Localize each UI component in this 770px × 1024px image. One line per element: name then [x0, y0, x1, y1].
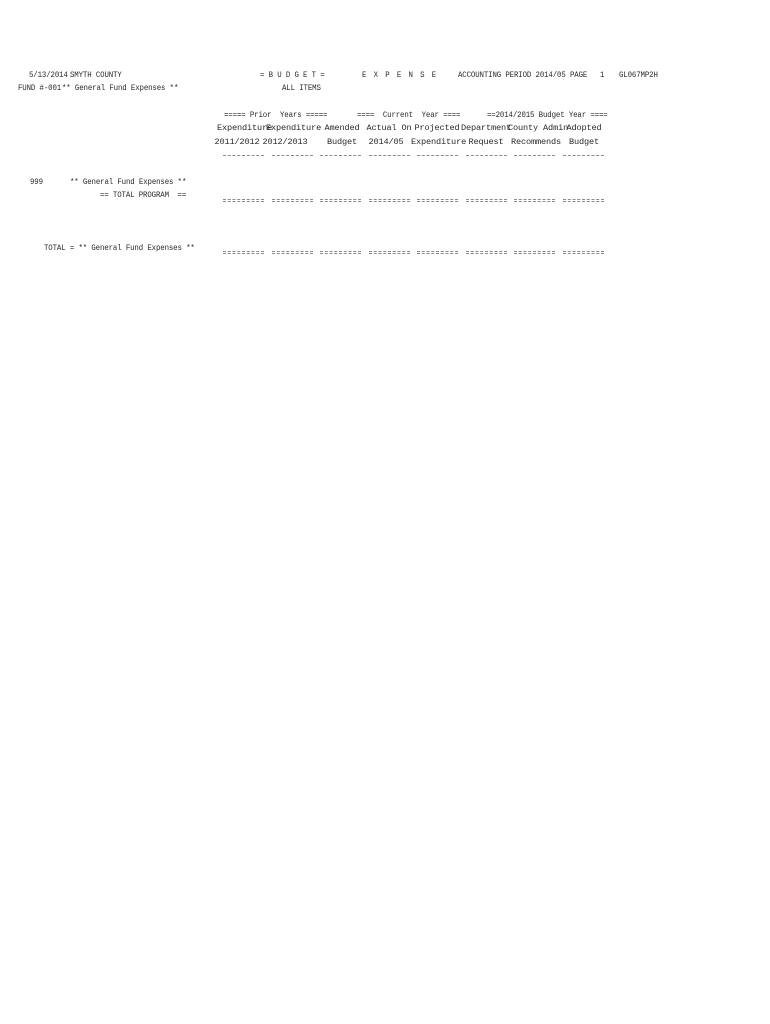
col-3-sublabel: Budget — [326, 137, 358, 147]
budget-year-group: ==2014/2015 Budget Year ==== — [487, 110, 608, 120]
col-7-sublabel: Recommends — [510, 137, 562, 147]
report-code: GL067MP2H — [619, 70, 658, 80]
program-code: 999 — [30, 177, 43, 187]
total-program-label: == TOTAL PROGRAM == — [100, 190, 187, 200]
grand-total-rule — [417, 251, 458, 254]
page-label: PAGE — [570, 70, 588, 80]
grand-total-rule — [272, 251, 313, 254]
header-rule — [466, 155, 507, 156]
county-name: SMYTH COUNTY — [70, 70, 122, 80]
col-4-sublabel: 2014/05 — [368, 137, 404, 147]
current-year-group: ==== Current Year ==== — [357, 110, 461, 120]
col-4-label: Actual On — [366, 123, 412, 133]
header-rule — [563, 155, 604, 156]
grand-total-rule — [514, 251, 555, 254]
total-program-rule — [466, 199, 507, 202]
total-program-rule — [563, 199, 604, 202]
total-program-rule — [369, 199, 410, 202]
col-2-label: Expenditure — [266, 123, 322, 133]
header-rule — [272, 155, 313, 156]
col-2-sublabel: 2012/2013 — [262, 137, 308, 147]
fund-name: ** General Fund Expenses ** — [62, 83, 179, 93]
header-rule — [320, 155, 361, 156]
prior-years-group: ===== Prior Years ===== — [224, 110, 328, 120]
program-name: ** General Fund Expenses ** — [70, 177, 187, 187]
expense-heading: E X P E N S E — [362, 70, 438, 80]
col-8-sublabel: Budget — [568, 137, 600, 147]
header-rule — [417, 155, 458, 156]
grand-total-rule — [369, 251, 410, 254]
total-program-rule — [417, 199, 458, 202]
report-date: 5/13/2014 — [29, 70, 68, 80]
col-1-sublabel: 2011/2012 — [214, 137, 260, 147]
grand-total-rule — [320, 251, 361, 254]
col-3-label: Amended — [324, 123, 360, 133]
header-rule — [369, 155, 410, 156]
grand-total-rule — [223, 251, 264, 254]
col-5-sublabel: Expenditure — [411, 137, 467, 147]
col-1-label: Expenditure — [217, 123, 273, 133]
budget-heading: = B U D G E T = — [260, 70, 325, 80]
total-program-rule — [514, 199, 555, 202]
grand-total-rule — [563, 251, 604, 254]
col-7-label: County Admin — [508, 123, 569, 133]
accounting-period: ACCOUNTING PERIOD 2014/05 — [458, 70, 566, 80]
total-program-rule — [320, 199, 361, 202]
total-program-rule — [223, 199, 264, 202]
header-rule — [514, 155, 555, 156]
grand-total-label: TOTAL = ** General Fund Expenses ** — [44, 243, 195, 253]
header-rule — [223, 155, 264, 156]
col-6-label: Department — [460, 123, 512, 133]
fund-number: FUND #-001 — [18, 83, 62, 93]
col-5-label: Projected — [414, 123, 460, 133]
col-8-label: Adopted — [566, 123, 602, 133]
col-6-sublabel: Request — [468, 137, 504, 147]
total-program-rule — [272, 199, 313, 202]
grand-total-rule — [466, 251, 507, 254]
report-scope: ALL ITEMS — [282, 83, 321, 93]
page-number: 1 — [600, 70, 605, 80]
